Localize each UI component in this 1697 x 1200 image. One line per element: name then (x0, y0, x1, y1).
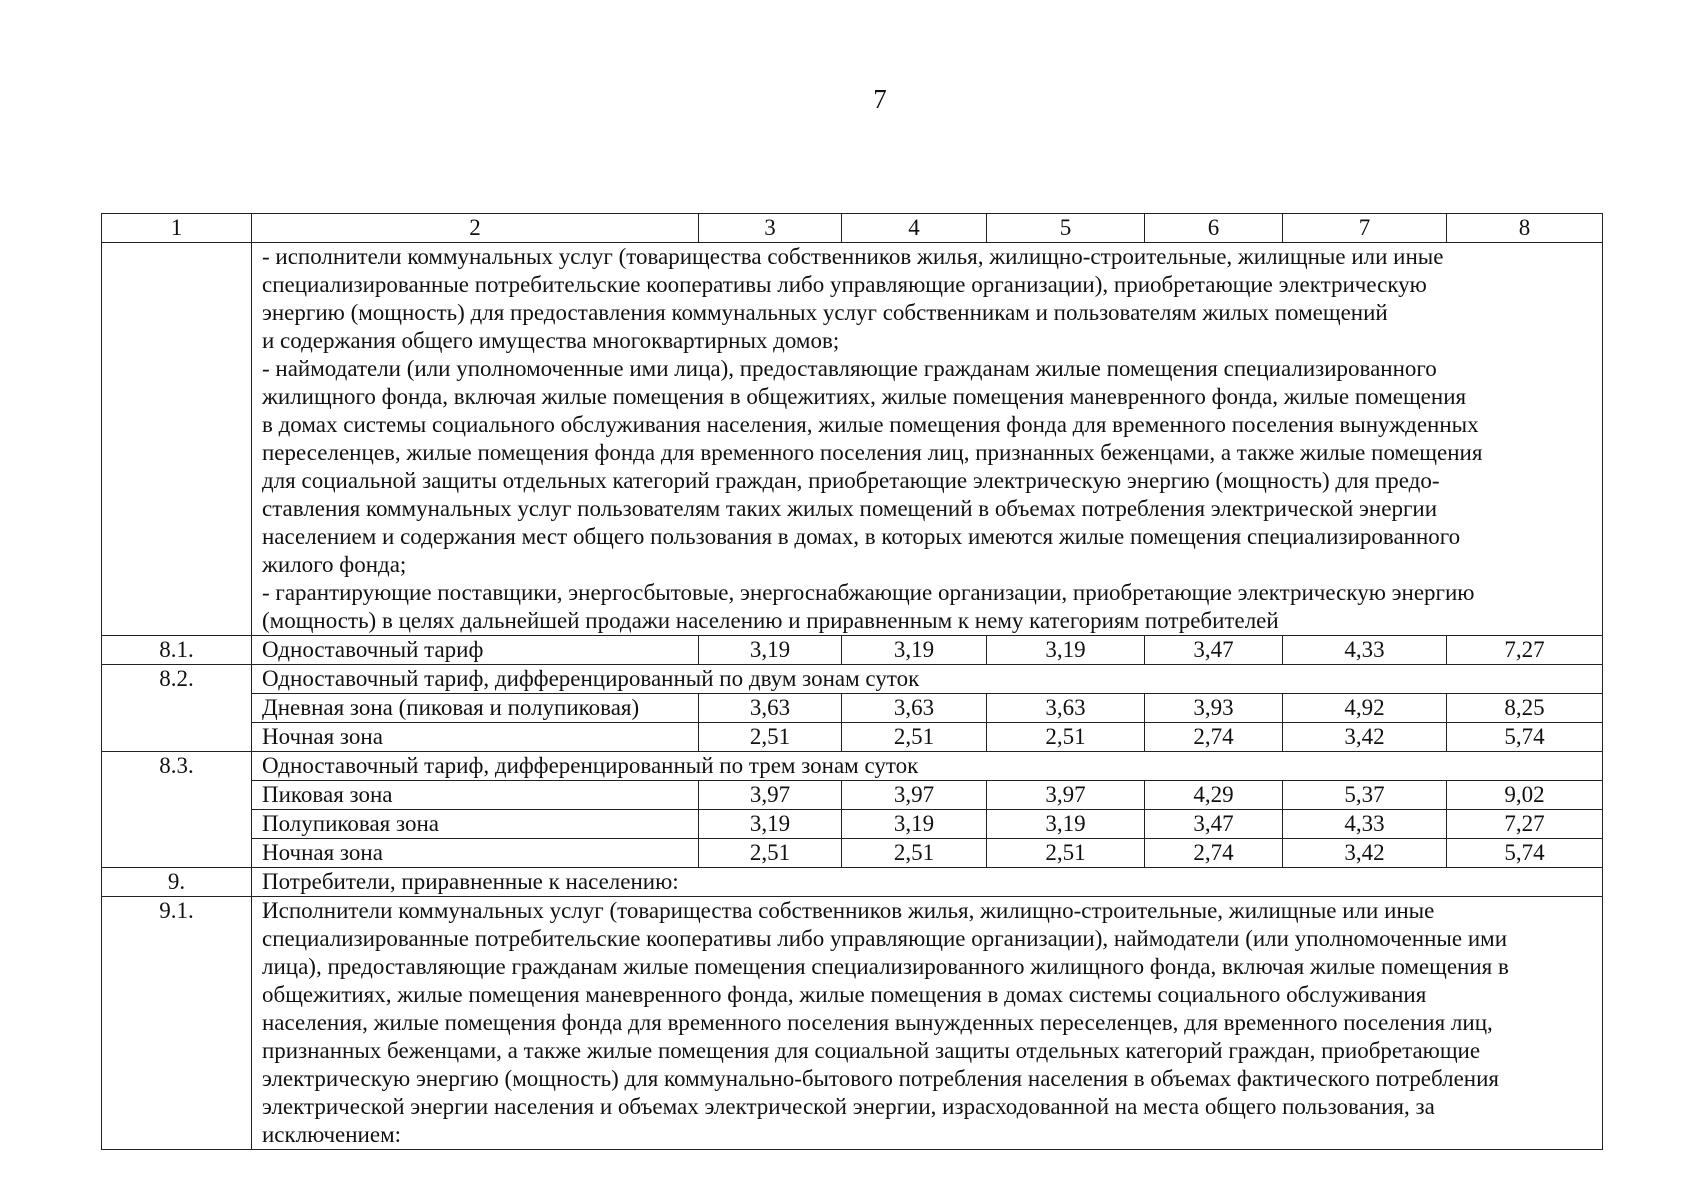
tariff-value-cell: 4,29 (1145, 781, 1283, 810)
tariff-value-cell: 3,19 (842, 810, 987, 839)
tariff-value-cell: 3,63 (987, 694, 1145, 723)
tariff-value-cell: 3,19 (699, 636, 842, 665)
tariff-value-cell: 3,97 (987, 781, 1145, 810)
tariff-value-cell: 3,63 (842, 694, 987, 723)
column-header: 8 (1447, 214, 1603, 243)
consumer-description-cell (252, 243, 1603, 636)
tariff-value-cell: 3,93 (1145, 694, 1283, 723)
tariff-label-cell: Полупиковая зона (252, 810, 699, 839)
row-number-cell: 9. (102, 868, 252, 897)
tariff-value-cell: 2,51 (842, 839, 987, 868)
page-number: 7 (873, 84, 887, 114)
description-line: (мощность) в целях дальнейшей продажи населению и приравненным к нему категориям потребителей (262, 608, 1279, 633)
description-line: общежитиях, жилые помещения маневренного фонда, жилые помещения в домах системы социального обслуживания (262, 982, 1427, 1007)
table-row-8-2-day (102, 694, 1603, 723)
tariff-value-cell: 4,33 (1283, 810, 1447, 839)
description-line: - наймодатели (или уполномоченные ими лица), предоставляющие гражданам жилые помещения специализированного (262, 356, 1437, 381)
tariff-value-cell: 2,51 (987, 723, 1145, 752)
tariff-label-cell: Пиковая зона (252, 781, 699, 810)
tariff-value-cell: 2,51 (987, 839, 1145, 868)
description-line: и содержания общего имущества многоквартирных домов; (262, 328, 840, 353)
tariff-value-cell: 7,27 (1447, 810, 1603, 839)
column-header: 6 (1145, 214, 1283, 243)
tariff-section-label-cell: Потребители, приравненные к населению: (252, 868, 1603, 897)
description-line: специализированные потребительские кооперативы либо управляющие организации), наймодатели (или уполномоченные ими (262, 926, 1508, 951)
table-row-8-3 (102, 752, 1603, 781)
description-line: населением и содержания мест общего пользования в домах, в которых имеются жилые помещения специализированного (262, 524, 1461, 549)
tariff-value-cell: 3,63 (699, 694, 842, 723)
description-line: в домах системы социального обслуживания населения, жилые помещения фонда для временного поселения вынужденных (262, 412, 1479, 437)
table-row-8-3-half-peak (102, 810, 1603, 839)
column-number-header-row (102, 214, 1603, 243)
tariff-value-cell: 3,19 (842, 636, 987, 665)
description-line: ставления коммунальных услуг пользователям таких жилых помещений в объемах потребления электрической энергии (262, 496, 1437, 521)
description-line: лица), предоставляющие гражданам жилые помещения специализированного жилищного фонда, включая жилые помещения в (262, 954, 1509, 979)
tariff-value-cell: 8,25 (1447, 694, 1603, 723)
description-line: электрическую энергию (мощность) для коммунально-бытового потребления населения в объемах фактического потребления (262, 1066, 1500, 1091)
description-line: населения, жилые помещения фонда для временного поселения вынужденных переселенцев, для временного поселения лиц, (262, 1010, 1493, 1035)
tariff-value-cell: 4,33 (1283, 636, 1447, 665)
row-number-cell: 8.3. (102, 752, 252, 868)
description-line: энергию (мощность) для предоставления коммунальных услуг собственникам и пользователям жилых помещений (262, 300, 1388, 325)
tariff-value-cell: 2,51 (699, 723, 842, 752)
tariff-value-cell: 3,47 (1145, 636, 1283, 665)
row-number-cell (102, 243, 252, 636)
tariff-value-cell: 3,19 (987, 636, 1145, 665)
tariff-value-cell: 5,74 (1447, 839, 1603, 868)
tariff-section-label-cell: Одноставочный тариф, дифференцированный по двум зонам суток (252, 665, 1603, 694)
row-number-cell: 9.1. (102, 897, 252, 1150)
row-number-cell: 8.2. (102, 665, 252, 752)
tariff-value-cell: 3,19 (699, 810, 842, 839)
tariff-value-cell: 5,37 (1283, 781, 1447, 810)
tariff-label-cell: Одноставочный тариф (252, 636, 699, 665)
description-line: - гарантирующие поставщики, энергосбытовые, энергоснабжающие организации, приобретающие электрическую энергию (262, 580, 1475, 605)
tariff-value-cell: 3,19 (987, 810, 1145, 839)
consumer-description-cell (252, 897, 1603, 1150)
description-line: специализированные потребительские кооперативы либо управляющие организации), приобретающие электрическую (262, 272, 1427, 297)
description-line: жилого фонда; (262, 552, 407, 577)
tariff-value-cell: 5,74 (1447, 723, 1603, 752)
tariff-value-cell: 2,51 (699, 839, 842, 868)
tariff-value-cell: 2,51 (842, 723, 987, 752)
description-line: для социальной защиты отдельных категорий граждан, приобретающие электрическую энергию (мощность) для предо- (262, 468, 1440, 493)
row-number-cell: 8.1. (102, 636, 252, 665)
tariff-value-cell: 2,74 (1145, 723, 1283, 752)
column-header: 2 (252, 214, 699, 243)
column-header: 3 (699, 214, 842, 243)
column-header: 7 (1283, 214, 1447, 243)
column-header: 1 (102, 214, 252, 243)
tariff-value-cell: 7,27 (1447, 636, 1603, 665)
tariff-value-cell: 3,42 (1283, 723, 1447, 752)
table-row-9 (102, 868, 1603, 897)
tariff-section-label-cell: Одноставочный тариф, дифференцированный по трем зонам суток (252, 752, 1603, 781)
table-row-8-2 (102, 665, 1603, 694)
table-row-8-3-night (102, 839, 1603, 868)
tariff-value-cell: 3,47 (1145, 810, 1283, 839)
tariff-value-cell: 4,92 (1283, 694, 1447, 723)
tariff-value-cell: 9,02 (1447, 781, 1603, 810)
tariff-value-cell: 3,97 (842, 781, 987, 810)
description-line: признанных беженцами, а также жилые помещения для социальной защиты отдельных категорий граждан, приобретающие (262, 1038, 1481, 1063)
description-line: электрической энергии населения и объемах электрической энергии, израсходованной на места общего пользования, за (262, 1094, 1435, 1119)
description-line: переселенцев, жилые помещения фонда для временного поселения лиц, признанных беженцами, а также жилые помещения (262, 440, 1483, 465)
tariff-label-cell: Ночная зона (252, 839, 699, 868)
table-row-9-1 (102, 897, 1603, 1150)
tariff-label-cell: Дневная зона (пиковая и полупиковая) (252, 694, 699, 723)
tariff-value-cell: 3,97 (699, 781, 842, 810)
column-header: 5 (987, 214, 1145, 243)
table-row-8-2-night (102, 723, 1603, 752)
table-row-8-1 (102, 636, 1603, 665)
tariff-value-cell: 3,42 (1283, 839, 1447, 868)
tariff-label-cell: Ночная зона (252, 723, 699, 752)
description-line: исключением: (262, 1122, 402, 1147)
description-line: Исполнители коммунальных услуг (товарищества собственников жилья, жилищно-строительные, жилищные или иные (262, 898, 1435, 923)
table-row-8-3-peak (102, 781, 1603, 810)
tariff-value-cell: 2,74 (1145, 839, 1283, 868)
description-line: жилищного фонда, включая жилые помещения в общежитиях, жилые помещения маневренного фонда, жилые помещения (262, 384, 1467, 409)
consumer-description-row (102, 243, 1603, 636)
tariff-table (101, 213, 1603, 1150)
description-line: - исполнители коммунальных услуг (товарищества собственников жилья, жилищно-строительные, жилищные или иные (262, 244, 1444, 269)
column-header: 4 (842, 214, 987, 243)
